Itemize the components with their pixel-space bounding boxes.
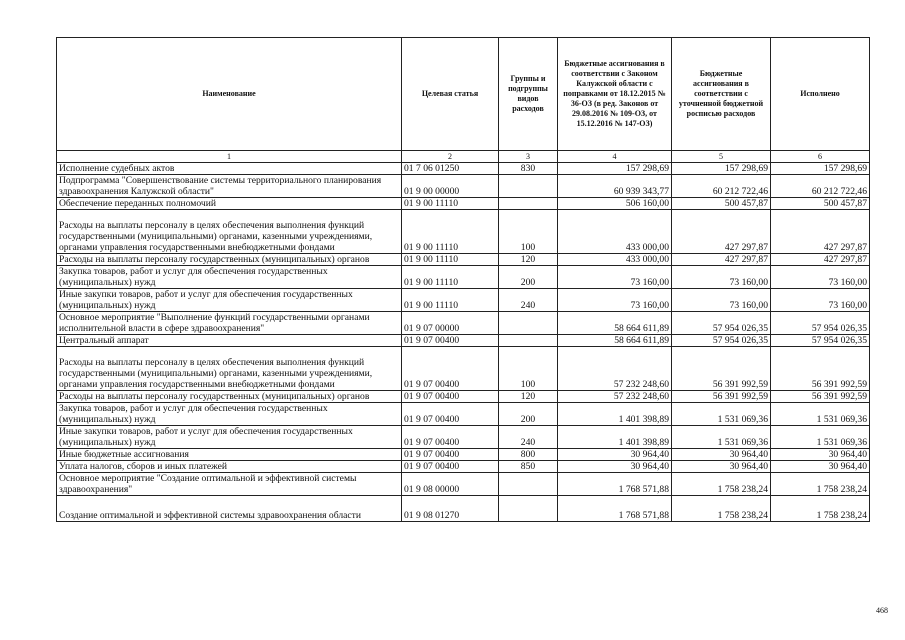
table-row [57,175,870,198]
executed-amount: 1 758 238,24 [771,473,870,496]
approved-amount: 1 768 571,88 [558,496,672,522]
row-name: Иные закупки товаров, работ и услуг для обеспечения государственных (муниципальных) нужд [57,289,402,312]
header-expense-groups: Группы и подгруппы видов расходов [499,38,558,151]
row-name: Обеспечение переданных полномочий [57,198,402,210]
target-article-code: 01 9 00 11110 [402,210,499,254]
table-row [57,347,870,391]
expense-group-code: 200 [499,266,558,289]
table-row [57,449,870,461]
target-article-code: 01 9 07 00400 [402,391,499,403]
refined-amount: 427 297,87 [672,254,771,266]
row-name: Иные бюджетные ассигнования [57,449,402,461]
header-target-article: Целевая статья [402,38,499,151]
table-row [57,266,870,289]
approved-amount: 1 401 398,89 [558,403,672,426]
expense-group-code: 800 [499,449,558,461]
column-number: 3 [499,151,558,163]
refined-amount: 60 212 722,46 [672,175,771,198]
approved-amount: 506 160,00 [558,198,672,210]
expense-group-code [499,312,558,335]
executed-amount: 56 391 992,59 [771,391,870,403]
header-approved-allocations: Бюджетные ассигнования в соответствии с Законом Калужской области с поправками от 18.12.2015 № 36-ОЗ (в ред. Законов от 29.08.2016 № 109-ОЗ, от 15.12.2016 № 147-ОЗ) [558,38,672,151]
executed-amount: 30 964,40 [771,461,870,473]
target-article-code: 01 9 07 00400 [402,403,499,426]
expense-group-code: 200 [499,403,558,426]
row-name: Основное мероприятие "Выполнение функций государственными органами исполнительной власти в сфере здравоохранения" [57,312,402,335]
table-row [57,403,870,426]
executed-amount: 57 954 026,35 [771,335,870,347]
expense-group-code: 240 [499,426,558,449]
refined-amount: 157 298,69 [672,163,771,175]
approved-amount: 60 939 343,77 [558,175,672,198]
target-article-code: 01 9 00 00000 [402,175,499,198]
approved-amount: 73 160,00 [558,289,672,312]
target-article-code: 01 9 00 11110 [402,289,499,312]
approved-amount: 1 401 398,89 [558,426,672,449]
budget-table [56,37,870,522]
table-body [57,163,870,522]
approved-amount: 58 664 611,89 [558,335,672,347]
column-number: 4 [558,151,672,163]
expense-group-code [499,496,558,522]
refined-amount: 57 954 026,35 [672,335,771,347]
refined-amount: 73 160,00 [672,266,771,289]
row-name: Закупка товаров, работ и услуг для обеспечения государственных (муниципальных) нужд [57,403,402,426]
expense-group-code: 240 [499,289,558,312]
approved-amount: 73 160,00 [558,266,672,289]
target-article-code: 01 9 08 00000 [402,473,499,496]
row-name: Основное мероприятие "Создание оптимальной и эффективной системы здравоохранения" [57,473,402,496]
expense-group-code: 120 [499,254,558,266]
expense-group-code [499,198,558,210]
table-row [57,198,870,210]
target-article-code: 01 9 07 00400 [402,426,499,449]
executed-amount: 427 297,87 [771,254,870,266]
refined-amount: 30 964,40 [672,449,771,461]
expense-group-code [499,473,558,496]
table-row [57,461,870,473]
approved-amount: 433 000,00 [558,254,672,266]
executed-amount: 500 457,87 [771,198,870,210]
target-article-code: 01 9 07 00400 [402,449,499,461]
executed-amount: 60 212 722,46 [771,175,870,198]
refined-amount: 500 457,87 [672,198,771,210]
header-refined-allocations: Бюджетные ассигнования в соответствии с уточненной бюджетной росписью расходов [672,38,771,151]
refined-amount: 56 391 992,59 [672,347,771,391]
approved-amount: 157 298,69 [558,163,672,175]
approved-amount: 57 232 248,60 [558,391,672,403]
page-number: 468 [876,606,888,615]
executed-amount: 73 160,00 [771,266,870,289]
executed-amount: 157 298,69 [771,163,870,175]
expense-group-code [499,175,558,198]
row-name: Расходы на выплаты персоналу в целях обеспечения выполнения функций государственными (муниципальными) органами, казенными учреждениями, органами управления государственными внебюджетными фондами [57,347,402,391]
table-row [57,289,870,312]
approved-amount: 433 000,00 [558,210,672,254]
table-row [57,210,870,254]
approved-amount: 57 232 248,60 [558,347,672,391]
approved-amount: 1 768 571,88 [558,473,672,496]
executed-amount: 1 758 238,24 [771,496,870,522]
executed-amount: 57 954 026,35 [771,312,870,335]
expense-group-code: 100 [499,210,558,254]
table-row [57,496,870,522]
row-name: Подпрограмма "Совершенствование системы территориального планирования здравоохранения Калужской области" [57,175,402,198]
approved-amount: 58 664 611,89 [558,312,672,335]
row-name: Закупка товаров, работ и услуг для обеспечения государственных (муниципальных) нужд [57,266,402,289]
executed-amount: 427 297,87 [771,210,870,254]
row-name: Расходы на выплаты персоналу в целях обеспечения выполнения функций государственными (муниципальными) органами, казенными учреждениями, органами управления государственными внебюджетными фондами [57,210,402,254]
table-row [57,426,870,449]
column-number: 5 [672,151,771,163]
target-article-code: 01 7 06 01250 [402,163,499,175]
column-number: 1 [57,151,402,163]
expense-group-code: 100 [499,347,558,391]
expense-group-code: 830 [499,163,558,175]
executed-amount: 1 531 069,36 [771,403,870,426]
target-article-code: 01 9 08 01270 [402,496,499,522]
refined-amount: 1 758 238,24 [672,473,771,496]
target-article-code: 01 9 07 00400 [402,347,499,391]
expense-group-code [499,335,558,347]
row-name: Расходы на выплаты персоналу государственных (муниципальных) органов [57,254,402,266]
target-article-code: 01 9 00 11110 [402,198,499,210]
executed-amount: 73 160,00 [771,289,870,312]
refined-amount: 427 297,87 [672,210,771,254]
row-name: Уплата налогов, сборов и иных платежей [57,461,402,473]
header-executed: Исполнено [771,38,870,151]
row-name: Создание оптимальной и эффективной системы здравоохранения области [57,496,402,522]
executed-amount: 1 531 069,36 [771,426,870,449]
column-number: 2 [402,151,499,163]
approved-amount: 30 964,40 [558,449,672,461]
refined-amount: 1 531 069,36 [672,426,771,449]
table-row [57,254,870,266]
refined-amount: 30 964,40 [672,461,771,473]
header-row [57,38,870,151]
row-name: Расходы на выплаты персоналу государственных (муниципальных) органов [57,391,402,403]
refined-amount: 57 954 026,35 [672,312,771,335]
header-name: Наименование [57,38,402,151]
refined-amount: 73 160,00 [672,289,771,312]
target-article-code: 01 9 00 11110 [402,266,499,289]
row-name: Центральный аппарат [57,335,402,347]
target-article-code: 01 9 07 00000 [402,312,499,335]
table-row [57,335,870,347]
table-row [57,163,870,175]
refined-amount: 56 391 992,59 [672,391,771,403]
table-row [57,312,870,335]
target-article-code: 01 9 00 11110 [402,254,499,266]
table-header [57,38,870,163]
executed-amount: 30 964,40 [771,449,870,461]
column-number: 6 [771,151,870,163]
row-name: Иные закупки товаров, работ и услуг для обеспечения государственных (муниципальных) нужд [57,426,402,449]
approved-amount: 30 964,40 [558,461,672,473]
refined-amount: 1 531 069,36 [672,403,771,426]
target-article-code: 01 9 07 00400 [402,461,499,473]
target-article-code: 01 9 07 00400 [402,335,499,347]
expense-group-code: 850 [499,461,558,473]
table-row [57,391,870,403]
refined-amount: 1 758 238,24 [672,496,771,522]
table-row [57,473,870,496]
row-name: Исполнение судебных актов [57,163,402,175]
column-number-row [57,151,870,163]
expense-group-code: 120 [499,391,558,403]
executed-amount: 56 391 992,59 [771,347,870,391]
